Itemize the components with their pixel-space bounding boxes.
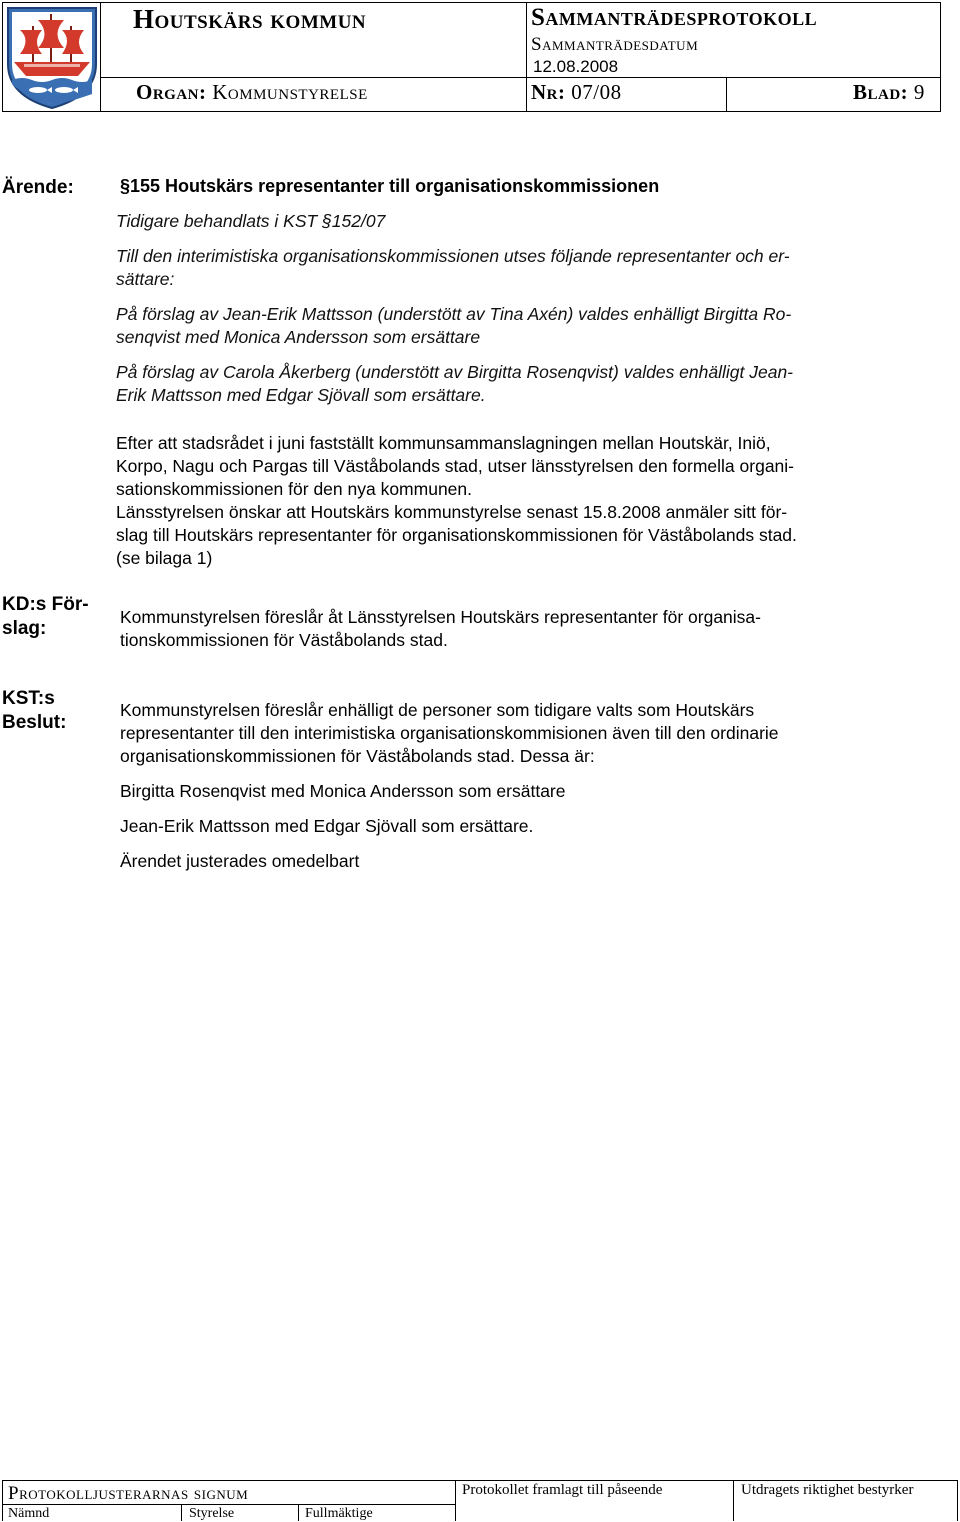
- forslag-label-line: slag:: [2, 618, 47, 639]
- beslut-label: [2, 687, 66, 735]
- beslut-label-line: Beslut:: [2, 712, 67, 733]
- document-header: [2, 2, 941, 112]
- column-namnd: Nämnd: [8, 1506, 50, 1521]
- arende-line: sättare:: [116, 269, 175, 289]
- forslag-line: Kommunstyrelsen föreslår åt Länsstyrelsen Houtskärs representanter för organisa-: [120, 607, 761, 627]
- arende-label: Ärende:: [2, 177, 74, 198]
- organ-label: Organ:: [136, 80, 207, 104]
- beslut-line: organisationskommissionen för Väståbolands stad. Dessa är:: [120, 746, 595, 766]
- organ-field: [136, 80, 368, 105]
- page-label: Blad:: [853, 80, 909, 104]
- beslut-person-1: Birgitta Rosenqvist med Monica Andersson som ersättare: [120, 781, 566, 801]
- arende-line: Till den interimistiska organisationskommissionen utses följande representanter och er-: [116, 246, 790, 266]
- number-label: Nr:: [531, 80, 566, 104]
- arende-line: På förslag av Jean-Erik Mattsson (understött av Tina Axén) valdes enhälligt Birgitta Ro-: [116, 304, 792, 324]
- organ-value: Kommunstyrelse: [212, 80, 368, 104]
- beslut-person-2: Jean-Erik Mattsson med Edgar Sjövall som ersättare.: [120, 816, 534, 836]
- meeting-date: 12.08.2008: [533, 57, 619, 76]
- document-title: Sammanträdesprotokoll: [531, 4, 818, 31]
- beslut-closing: Ärendet justerades omedelbart: [120, 851, 360, 871]
- municipality-name: Houtskärs kommun: [133, 4, 367, 34]
- arende-line: Erik Mattsson med Edgar Sjövall som ersättare.: [116, 385, 486, 405]
- arende-body: [116, 432, 916, 570]
- body-line: Efter att stadsrådet i juni fastställt kommunsammanslagningen mellan Houtskär, Iniö,: [116, 433, 771, 453]
- page-field: [853, 80, 925, 105]
- body-line: (se bilaga 1): [116, 548, 213, 568]
- forslag-line: tionskommissionen för Väståbolands stad.: [120, 630, 448, 650]
- column-fullmaktige: Fullmäktige: [305, 1506, 373, 1521]
- number-field: [531, 80, 622, 105]
- arende-intro: [116, 210, 896, 407]
- number-value: 07/08: [571, 80, 622, 104]
- forslag-text: [120, 606, 900, 652]
- extract-certified: Utdragets riktighet bestyrker: [741, 1482, 914, 1498]
- arende-line: senqvist med Monica Andersson som ersättare: [116, 327, 481, 347]
- posted-for-inspection: Protokollet framlagt till påseende: [462, 1482, 663, 1498]
- arende-line: På förslag av Carola Åkerberg (understött av Birgitta Rosenqvist) valdes enhälligt Jean-: [116, 362, 794, 382]
- body-line: sationskommissionen för den nya kommunen.: [116, 479, 473, 499]
- beslut-line: representanter till den interimistiska organisationskommisionen även till den ordinarie: [120, 723, 779, 743]
- column-styrelse: Styrelse: [189, 1506, 235, 1521]
- body-line: Länsstyrelsen önskar att Houtskärs kommunstyrelse senast 15.8.2008 anmäler sitt för-: [116, 502, 788, 522]
- beslut-label-line: KST:s: [2, 688, 55, 709]
- body-line: slag till Houtskärs representanter för organisationskommissionen för Väståbolands stad.: [116, 525, 797, 545]
- coat-of-arms-logo: [4, 4, 100, 112]
- beslut-line: Kommunstyrelsen föreslår enhälligt de personer som tidigare valts som Houtskärs: [120, 700, 755, 720]
- forslag-label: [2, 593, 89, 641]
- beslut-text: [120, 699, 910, 873]
- document-footer: [0, 1479, 958, 1521]
- meeting-date-label: Sammanträdesdatum: [531, 34, 699, 55]
- arende-heading: §155 Houtskärs representanter till organisationskommissionen: [120, 176, 660, 196]
- page-value: 9: [913, 80, 925, 104]
- body-line: Korpo, Nagu och Pargas till Väståbolands stad, utser länsstyrelsen den formella organi-: [116, 456, 795, 476]
- signature-heading: Protokolljusterarnas signum: [8, 1483, 249, 1504]
- arende-line: Tidigare behandlats i KST §152/07: [116, 211, 386, 231]
- forslag-label-line: KD:s För-: [2, 594, 89, 615]
